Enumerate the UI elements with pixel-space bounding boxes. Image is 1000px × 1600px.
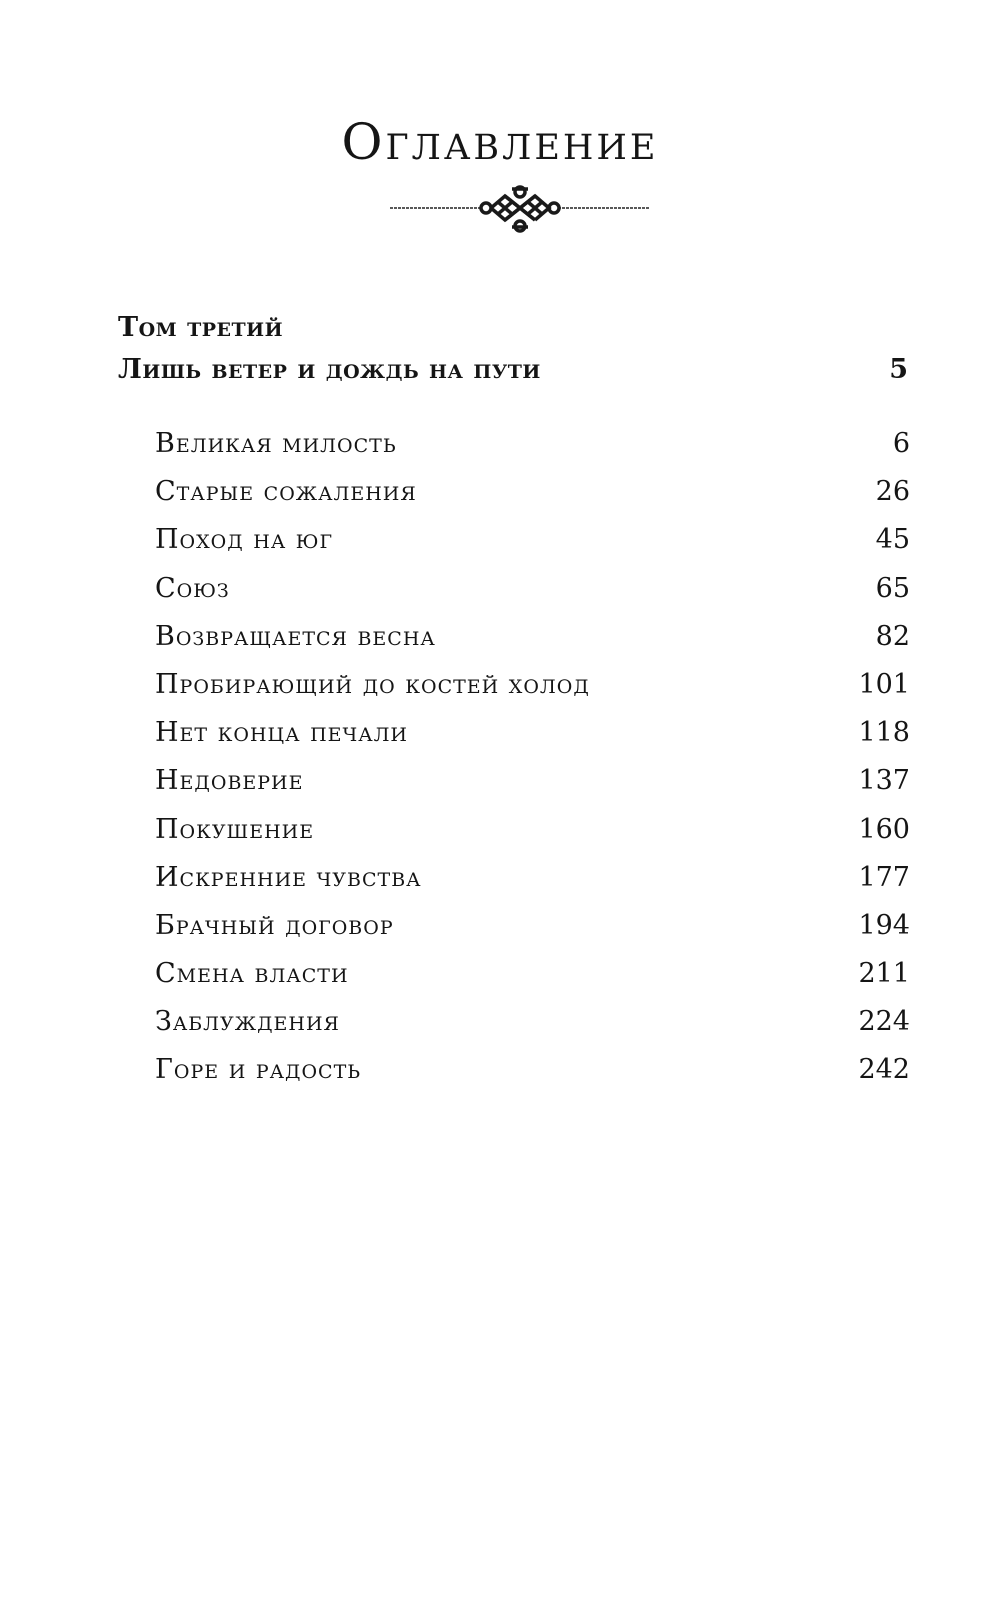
page-title: Оглавление <box>341 113 659 171</box>
chapter-entry[interactable] <box>155 862 910 910</box>
chapter-page-number: 6 <box>892 428 910 459</box>
chapter-title: Союз <box>155 572 230 604</box>
chapter-entry[interactable] <box>155 476 910 524</box>
chapter-page-number: 177 <box>858 861 910 893</box>
chapter-entry[interactable] <box>155 958 910 1006</box>
chapter-entry[interactable] <box>155 910 910 958</box>
chapter-entry[interactable] <box>155 428 910 476</box>
chapter-page-number: 160 <box>858 813 910 845</box>
chapter-title: Нет конца печали <box>155 717 409 749</box>
chapter-page-number: 26 <box>875 476 910 508</box>
chapter-entry[interactable] <box>155 814 910 862</box>
chapter-entry[interactable] <box>155 765 910 813</box>
chapter-page-number: 65 <box>875 572 910 604</box>
chapter-page-number: 194 <box>858 909 910 941</box>
chapter-title: Покушение <box>155 813 315 845</box>
chapter-title: Великая милость <box>155 428 397 459</box>
chapter-entry[interactable] <box>155 621 910 669</box>
chapter-entry[interactable] <box>155 573 910 621</box>
endless-knot-ornament-icon <box>390 184 650 240</box>
chapter-page-number: 45 <box>875 524 910 556</box>
chapter-title: Смена власти <box>155 958 349 990</box>
chapter-title: Возвращается весна <box>155 620 436 652</box>
chapter-page-number: 118 <box>858 717 910 749</box>
chapter-entry[interactable] <box>155 1054 910 1102</box>
chapter-entry[interactable] <box>155 524 910 572</box>
chapter-entry[interactable] <box>155 717 910 765</box>
chapter-title: Искренние чувства <box>155 861 422 893</box>
chapter-entry[interactable] <box>155 669 910 717</box>
chapter-page-number: 137 <box>858 765 910 797</box>
chapter-title: Брачный договор <box>155 909 394 941</box>
chapter-entry[interactable] <box>155 1006 910 1054</box>
chapter-page-number: 82 <box>875 620 910 652</box>
chapter-title: Горе и радость <box>155 1054 362 1086</box>
chapter-page-number: 101 <box>858 668 910 700</box>
chapter-title: Поход на юг <box>155 524 334 556</box>
volume-page-number: 5 <box>889 354 908 385</box>
volume-title: Лишь ветер и дождь на пути <box>118 354 541 385</box>
chapter-page-number: 224 <box>858 1006 910 1038</box>
chapter-title: Старые сожаления <box>155 476 417 508</box>
chapter-title: Пробирающий до костей холод <box>155 668 590 700</box>
volume-label: Том третий <box>118 312 284 343</box>
chapter-page-number: 211 <box>858 958 910 990</box>
chapter-list <box>155 428 910 1103</box>
chapter-title: Недоверие <box>155 765 304 797</box>
chapter-title: Заблуждения <box>155 1006 340 1038</box>
chapter-page-number: 242 <box>858 1054 910 1086</box>
